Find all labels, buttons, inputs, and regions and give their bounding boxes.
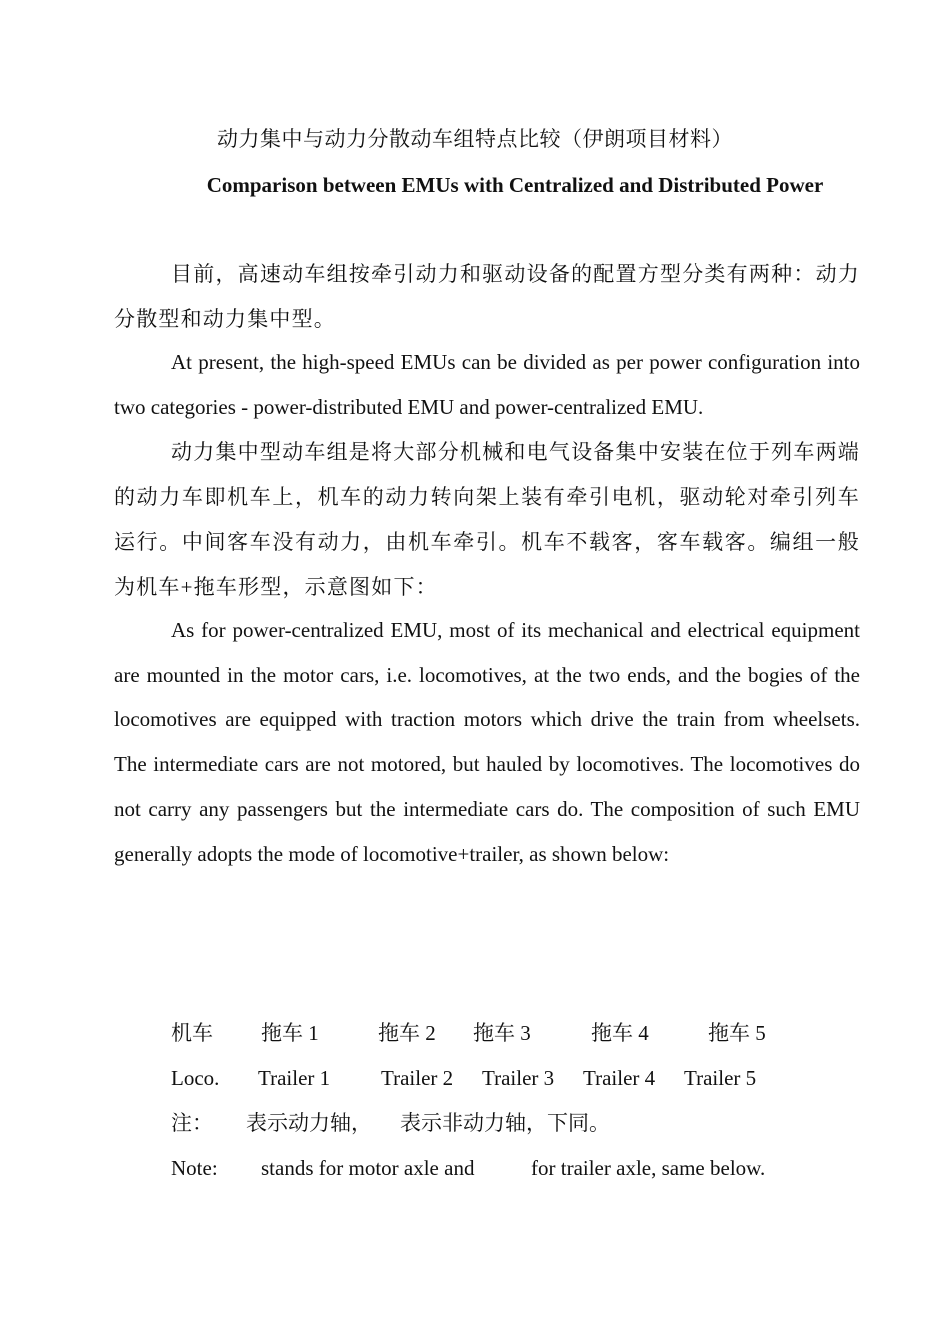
paragraph-centralized-english (114, 608, 860, 876)
car-label: Trailer 2 (381, 1066, 454, 1090)
car-label: 拖车 5 (708, 1021, 766, 1045)
paragraph-centralized-chinese (114, 430, 860, 610)
paragraph-intro-chinese (114, 252, 860, 342)
car-label: Trailer 1 (258, 1066, 331, 1090)
note-label: Note: (171, 1156, 218, 1180)
note-label: 注： (171, 1111, 213, 1135)
car-label: Trailer 5 (684, 1066, 757, 1090)
paragraph-intro-english (114, 340, 860, 429)
paragraph-text: 目前，高速动车组按牵引动力和驱动设备的配置方型分类有两种：动力分散型和动力集中型。 (114, 262, 860, 331)
paragraph-text: At present, the high-speed EMUs can be divided as per power configuration into two categories - power-distributed EMU and power-centralized EMU. (114, 350, 860, 419)
car-label: 拖车 3 (473, 1021, 531, 1045)
title-english: Comparison between EMUs with Centralized and Distributed Power (206, 173, 824, 197)
note-trailer-axle-text: 表示非动力轴，下同。 (400, 1111, 610, 1135)
note-trailer-axle-text: for trailer axle, same below. (531, 1156, 766, 1180)
note-motor-axle-text: 表示动力轴， (246, 1111, 372, 1135)
car-label: 机车 (171, 1021, 213, 1045)
paragraph-text: 动力集中型动车组是将大部分机械和电气设备集中安装在位于列车两端的动力车即机车上，机车的动力转向架上装有牵引电机，驱动轮对牵引列车运行。中间客车没有动力，由机车牵引。机车不载客，客车载客。编组一般为机车+拖车形型，示意图如下： (114, 440, 860, 599)
car-label: 拖车 1 (261, 1021, 319, 1045)
car-label: Trailer 4 (583, 1066, 656, 1090)
title-chinese: 动力集中与动力分散动车组特点比较（伊朗项目材料） (217, 127, 733, 151)
car-label: 拖车 2 (378, 1021, 436, 1045)
car-label: Loco. (171, 1066, 220, 1090)
car-label: 拖车 4 (591, 1021, 649, 1045)
paragraph-text: As for power-centralized EMU, most of its mechanical and electrical equipment are mounted in the motor cars, i.e. locomotives, at the two ends, and the bogies of the locomotives are equipped with traction motors which drive the train from wheelsets. The intermediate cars are not motored, but hauled by locomotives. The locomotives do not carry any passengers but the intermediate cars do. The composition of such EMU generally adopts the mode of locomotive+trailer, as shown below: (114, 618, 860, 866)
car-label: Trailer 3 (482, 1066, 555, 1090)
note-motor-axle-text: stands for motor axle and (261, 1156, 475, 1180)
